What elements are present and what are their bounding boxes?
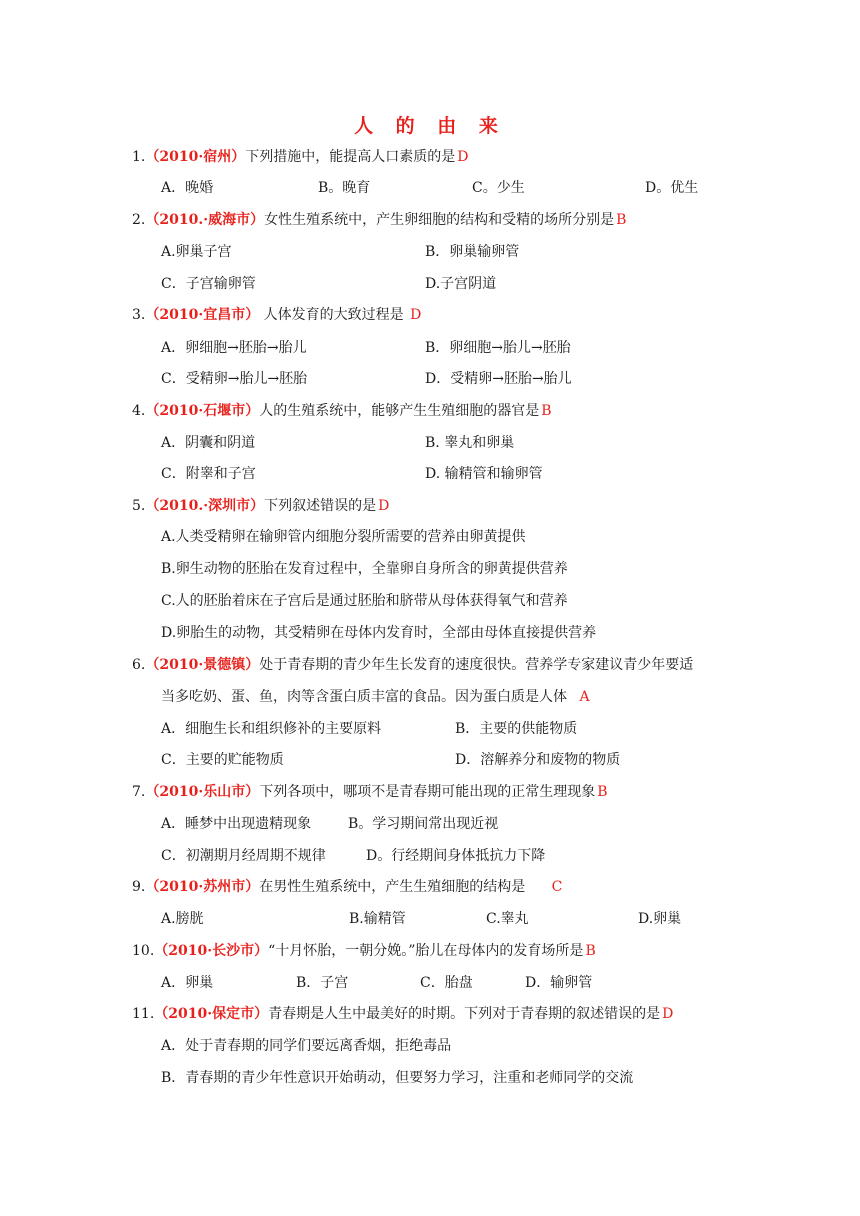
question-11 — [132, 1004, 673, 1024]
question-source: （2010·石堰市） — [145, 403, 260, 419]
question-text: 人体发育的大致过程是 — [259, 307, 409, 323]
answer: D — [378, 498, 390, 514]
option: B．卵巢输卵管 — [425, 244, 520, 260]
page-title: 人 的 由 来 — [354, 115, 506, 137]
question-number: 5. — [132, 498, 146, 514]
question-source: （2010·苏州市） — [145, 879, 260, 895]
question-text: 处于青春期的青少年生长发育的速度很快。营养学专家建议青少年要适 — [259, 657, 694, 673]
option: C．附睾和子宫 — [161, 466, 256, 482]
question-text: 在男性生殖系统中，产生生殖细胞的结构是 — [259, 879, 530, 895]
question-1 — [132, 147, 468, 167]
option: A.卵巢子宫 — [161, 244, 232, 260]
option: A.膀胱 — [161, 911, 204, 927]
option: D．溶解养分和废物的物质 — [455, 752, 621, 768]
question-source: （2010·长沙市） — [154, 943, 269, 959]
question-5 — [132, 496, 389, 516]
option: B.卵生动物的胚胎在发育过程中，全靠卵自身所含的卵黄提供营养 — [161, 561, 568, 577]
option: C．主要的贮能物质 — [161, 752, 284, 768]
option: A．晚婚 — [161, 180, 214, 196]
answer: D — [662, 1006, 674, 1022]
option: D.卵巢 — [638, 911, 682, 927]
option: C．初潮期月经周期不规律 — [161, 848, 326, 864]
answer: B — [616, 212, 627, 228]
question-source: （2010.·威海市） — [145, 212, 265, 228]
option: D．受精卵→胚胎→胎儿 — [425, 371, 572, 387]
question-source: （2010·宿州） — [145, 149, 246, 165]
question-9 — [132, 877, 562, 897]
option: A.人类受精卵在输卵管内细胞分裂所需要的营养由卵黄提供 — [161, 529, 526, 545]
question-number: 9. — [132, 879, 146, 895]
question-source: （2010·保定市） — [154, 1006, 269, 1022]
question-10 — [132, 941, 596, 961]
option: B。学习期间常出现近视 — [348, 816, 499, 832]
answer: B — [585, 943, 596, 959]
option: B。晚育 — [318, 180, 371, 196]
question-source: （2010.·深圳市） — [145, 498, 265, 514]
option: C.人的胚胎着床在子宫后是通过胚胎和脐带从母体获得氧气和营养 — [161, 593, 568, 609]
option: D. 输精管和输卵管 — [425, 466, 543, 482]
question-number: 1. — [132, 149, 146, 165]
option: B. 睾丸和卵巢 — [425, 435, 515, 451]
question-source: （2010·乐山市） — [145, 784, 260, 800]
question-4 — [132, 401, 552, 421]
question-text-continued: 当多吃奶、蛋、鱼，肉等含蛋白质丰富的食品。因为蛋白质是人体 — [161, 689, 572, 705]
option: C．胎盘 — [420, 975, 473, 991]
option: D。行经期间身体抵抗力下降 — [366, 848, 546, 864]
answer: C — [551, 879, 563, 895]
answer: B — [597, 784, 608, 800]
answer: D — [410, 307, 422, 323]
question-source: （2010·景德镇） — [145, 657, 260, 673]
question-number: 2. — [132, 212, 146, 228]
option: B.输精管 — [349, 911, 406, 927]
option: D.子宫阴道 — [425, 276, 497, 292]
option: C.睾丸 — [486, 911, 529, 927]
question-3 — [132, 305, 421, 325]
question-text: “十月怀胎，一朝分娩。”胎儿在母体内的发育场所是 — [268, 943, 584, 959]
option: B．青春期的青少年性意识开始萌动，但要努力学习，注重和老师同学的交流 — [161, 1070, 634, 1086]
option: C．子宫输卵管 — [161, 276, 256, 292]
question-number: 10. — [132, 943, 155, 959]
option: B．主要的供能物质 — [455, 721, 578, 737]
answer: B — [541, 403, 552, 419]
answer: D — [457, 149, 469, 165]
question-number: 6. — [132, 657, 146, 673]
option: A．阴囊和阴道 — [161, 435, 256, 451]
question-text: 下列叙述错误的是 — [264, 498, 377, 514]
option: A．卵巢 — [161, 975, 214, 991]
question-6-line-2 — [161, 687, 590, 707]
option: A．处于青春期的同学们要远离香烟，拒绝毒品 — [161, 1038, 452, 1054]
option: D。优生 — [645, 180, 699, 196]
option: A．睡梦中出现遗精现象 — [161, 816, 312, 832]
option: C．受精卵→胎儿→胚胎 — [161, 371, 308, 387]
option: C。少生 — [472, 180, 525, 196]
question-number: 3. — [132, 307, 146, 323]
option: D．输卵管 — [525, 975, 593, 991]
option: B．子宫 — [296, 975, 349, 991]
option: A．卵细胞→胚胎→胎儿 — [161, 340, 307, 356]
question-number: 7. — [132, 784, 146, 800]
option: A．细胞生长和组织修补的主要原料 — [161, 721, 382, 737]
question-source: （2010·宜昌市） — [145, 307, 260, 323]
option: B．卵细胞→胎儿→胚胎 — [425, 340, 571, 356]
question-number: 4. — [132, 403, 146, 419]
question-text: 女性生殖系统中，产生卵细胞的结构和受精的场所分别是 — [264, 212, 615, 228]
question-7 — [132, 782, 608, 802]
option: D.卵胎生的动物，其受精卵在母体内发育时，全部由母体直接提供营养 — [161, 625, 597, 641]
question-text: 下列措施中，能提高人口素质的是 — [245, 149, 456, 165]
question-text: 下列各项中，哪项不是青春期可能出现的正常生理现象 — [259, 784, 596, 800]
question-2 — [132, 210, 626, 230]
question-text: 青春期是人生中最美好的时期。下列对于青春期的叙述错误的是 — [268, 1006, 661, 1022]
question-text: 人的生殖系统中，能够产生生殖细胞的器官是 — [259, 403, 540, 419]
question-6 — [132, 655, 693, 675]
answer: A — [579, 689, 590, 705]
question-number: 11. — [132, 1006, 155, 1022]
